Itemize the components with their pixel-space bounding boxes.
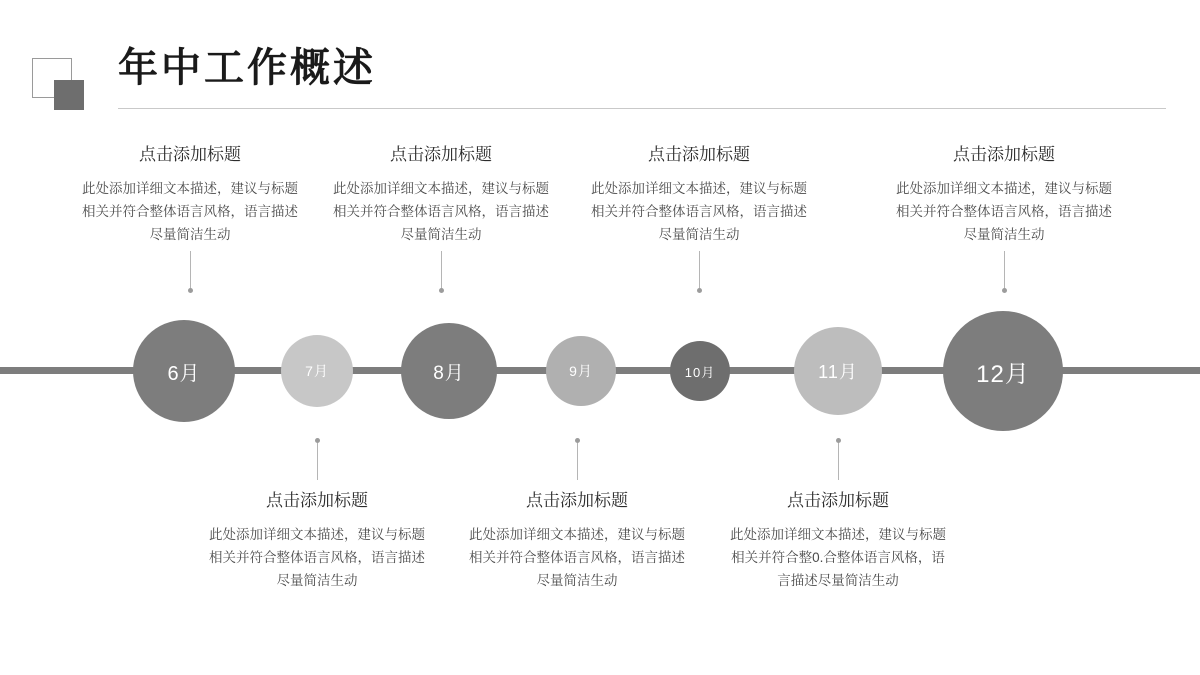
timeline-block-description[interactable]: 此处添加详细文本描述，建议与标题相关并符合整体语言风格，语言描述尽量简洁生动 (333, 181, 549, 242)
timeline-node-label: 10月 (684, 364, 716, 380)
timeline-block-description[interactable]: 此处添加详细文本描述，建议与标题相关并符合整体语言风格，语言描述尽量简洁生动 (82, 181, 298, 242)
timeline-connector-dot-icon (188, 288, 193, 293)
timeline-text-block (589, 143, 809, 246)
timeline-text-block (80, 143, 300, 246)
timeline-block-title[interactable]: 点击添加标题 (953, 145, 1055, 164)
timeline-connector (699, 251, 700, 291)
timeline-connector (838, 440, 839, 480)
timeline-connector-dot-icon (697, 288, 702, 293)
timeline-block-title[interactable]: 点击添加标题 (648, 145, 750, 164)
title-divider (118, 108, 1166, 109)
timeline-node[interactable] (670, 341, 730, 401)
timeline-block-description[interactable]: 此处添加详细文本描述，建议与标题相关并符合整体语言风格，语言描述尽量简洁生动 (896, 181, 1112, 242)
timeline-block-description[interactable]: 此处添加详细文本描述，建议与标题相关并符合整0.合整体语言风格，语言描述尽量简洁生动 (730, 527, 946, 588)
timeline-connector (441, 251, 442, 291)
timeline-node[interactable] (281, 335, 353, 407)
timeline-node-label: 9月 (569, 363, 593, 379)
timeline-connector (1004, 251, 1005, 291)
timeline-node[interactable] (546, 336, 616, 406)
timeline-node-label: 7月 (305, 363, 329, 379)
timeline-block-title[interactable]: 点击添加标题 (139, 145, 241, 164)
timeline-block-title[interactable]: 点击添加标题 (266, 491, 368, 510)
page-title: 年中工作概述 (118, 46, 376, 90)
timeline-block-title[interactable]: 点击添加标题 (526, 491, 628, 510)
timeline-block-description[interactable]: 此处添加详细文本描述，建议与标题相关并符合整体语言风格，语言描述尽量简洁生动 (469, 527, 685, 588)
timeline-node[interactable] (794, 327, 882, 415)
logo-solid-square (54, 80, 84, 110)
timeline-connector (577, 440, 578, 480)
timeline-connector-dot-icon (575, 438, 580, 443)
timeline-node-label: 11月 (818, 362, 858, 382)
timeline-text-block (207, 489, 427, 592)
timeline-node-label: 12月 (976, 360, 1030, 388)
timeline-node-label: 6月 (167, 362, 201, 385)
timeline-connector-dot-icon (1002, 288, 1007, 293)
timeline-text-block (728, 489, 948, 592)
timeline-block-description[interactable]: 此处添加详细文本描述，建议与标题相关并符合整体语言风格，语言描述尽量简洁生动 (209, 527, 425, 588)
timeline-text-block (894, 143, 1114, 246)
timeline-text-block (467, 489, 687, 592)
timeline-block-description[interactable]: 此处添加详细文本描述，建议与标题相关并符合整体语言风格，语言描述尽量简洁生动 (591, 181, 807, 242)
timeline-node-label: 8月 (433, 362, 465, 384)
timeline-node[interactable] (133, 320, 235, 422)
timeline-node[interactable] (401, 323, 497, 419)
timeline-connector (317, 440, 318, 480)
timeline-connector-dot-icon (836, 438, 841, 443)
nested-squares-logo-icon (32, 58, 84, 110)
timeline-text-block (331, 143, 551, 246)
timeline-block-title[interactable]: 点击添加标题 (390, 145, 492, 164)
timeline-connector (190, 251, 191, 291)
timeline-connector-dot-icon (439, 288, 444, 293)
timeline-block-title[interactable]: 点击添加标题 (787, 491, 889, 510)
timeline-node[interactable] (943, 311, 1063, 431)
timeline-connector-dot-icon (315, 438, 320, 443)
